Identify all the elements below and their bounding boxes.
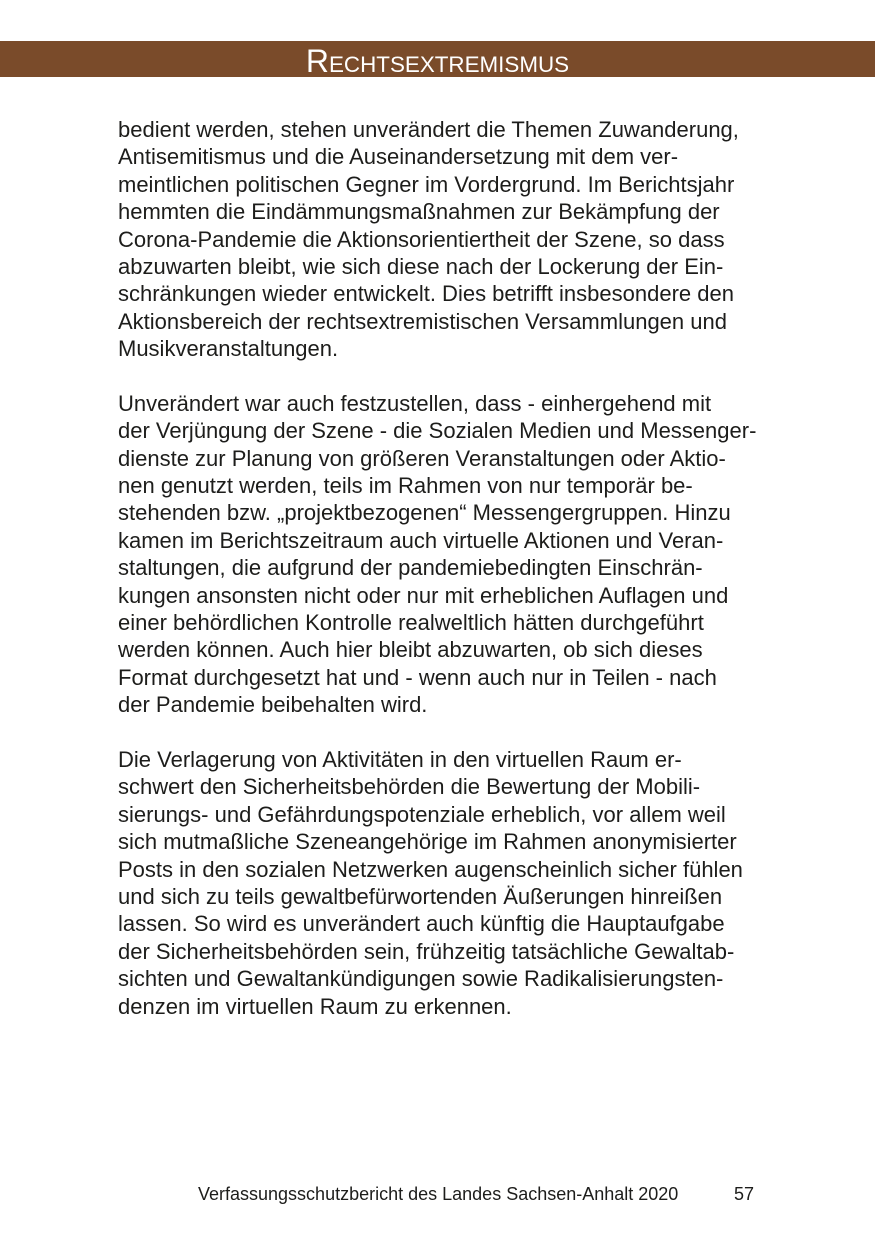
section-header-band — [0, 41, 875, 77]
text-line: der Pandemie beibehalten wird. — [118, 692, 428, 718]
publication-title: Verfassungsschutzbericht des Landes Sachsen-Anhalt 2020 — [198, 1184, 679, 1204]
paragraph — [118, 746, 818, 1020]
text-line: Aktionsbereich der rechtsextremistischen Versammlungen und — [118, 308, 727, 334]
text-line: Die Verlagerung von Aktivitäten in den virtuellen Raum er- — [118, 746, 682, 772]
text-line: abzuwarten bleibt, wie sich diese nach der Lockerung der Ein- — [118, 253, 724, 279]
text-line: Corona-Pandemie die Aktionsorientiertheit der Szene, so dass — [118, 226, 725, 252]
text-line: hemmten die Eindämmungsmaßnahmen zur Bekämpfung der — [118, 199, 720, 225]
text-line: schwert den Sicherheitsbehörden die Bewertung der Mobili- — [118, 774, 701, 800]
text-line: stehenden bzw. „projektbezogenen“ Messengergruppen. Hinzu — [118, 500, 731, 526]
text-line: dienste zur Planung von größeren Veranstaltungen oder Aktio- — [118, 445, 726, 471]
text-line: schränkungen wieder entwickelt. Dies betrifft insbesondere den — [118, 281, 734, 307]
text-line: kungen ansonsten nicht oder nur mit erheblichen Auflagen und — [118, 582, 729, 608]
text-line: staltungen, die aufgrund der pandemiebedingten Einschrän- — [118, 555, 703, 581]
text-line: einer behördlichen Kontrolle realweltlich hätten durchgeführt — [118, 610, 704, 636]
paragraph — [118, 390, 818, 719]
text-line: sierungs- und Gefährdungspotenziale erheblich, vor allem weil — [118, 801, 726, 827]
body-text — [118, 116, 818, 1047]
text-line: lassen. So wird es unverändert auch künftig die Hauptaufgabe — [118, 911, 725, 937]
text-line: Unverändert war auch festzustellen, dass - einhergehend mit — [118, 390, 712, 416]
text-line: bedient werden, stehen unverändert die Themen Zuwanderung, — [118, 117, 739, 142]
text-line: Antisemitismus und die Auseinandersetzung mit dem ver- — [118, 144, 679, 170]
text-line: Musikveranstaltungen. — [118, 336, 339, 362]
text-line: Format durchgesetzt hat und - wenn auch nur in Teilen - nach — [118, 664, 717, 690]
section-title: RECHTSEXTREMISMUS — [305, 43, 570, 79]
text-line: sich mutmaßliche Szeneangehörige im Rahmen anonymisierter — [118, 829, 737, 855]
page-number: 57 — [734, 1184, 755, 1204]
text-line: werden können. Auch hier bleibt abzuwarten, ob sich dieses — [118, 637, 703, 663]
text-line: Posts in den sozialen Netzwerken augenscheinlich sicher fühlen — [118, 856, 743, 882]
text-line: meintlichen politischen Gegner im Vordergrund. Im Berichtsjahr — [118, 171, 735, 197]
text-line: denzen im virtuellen Raum zu erkennen. — [118, 993, 512, 1019]
text-line: kamen im Berichtszeitraum auch virtuelle Aktionen und Veran- — [118, 527, 724, 553]
text-line: der Verjüngung der Szene - die Sozialen Medien und Messenger- — [118, 418, 757, 444]
text-line: sichten und Gewaltankündigungen sowie Radikalisierungsten- — [118, 966, 724, 992]
text-line: und sich zu teils gewaltbefürwortenden Äußerungen hinreißen — [118, 883, 723, 909]
text-line: der Sicherheitsbehörden sein, frühzeitig tatsächliche Gewaltab- — [118, 938, 735, 964]
paragraph — [118, 116, 818, 363]
text-line: nen genutzt werden, teils im Rahmen von nur temporär be- — [118, 473, 693, 499]
